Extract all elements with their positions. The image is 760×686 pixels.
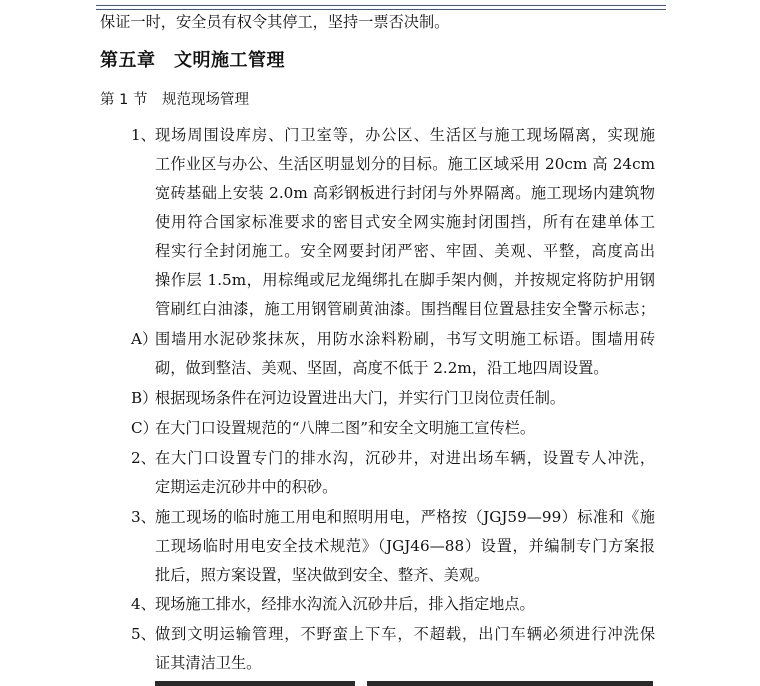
- item-line: 管刷红白油漆，施工用钢管刷黄油漆。围挡醒目位置悬挂安全警示标志；: [155, 300, 655, 318]
- list-marker-b: B）: [131, 389, 158, 407]
- item-line: 操作层 1.5m，用棕绳或尼龙绳绑扎在脚手架内侧，并按规定将防护用钢: [155, 271, 655, 289]
- item-line: 砌，做到整洁、美观、坚固，高度不低于 2.2m，沿工地四周设置。: [155, 359, 609, 377]
- list-marker-2: 2、: [131, 449, 156, 467]
- header-rule: [96, 5, 666, 10]
- list-item-b: 根据现场条件在河边设置进出大门，并实行门卫岗位责任制。: [155, 389, 566, 407]
- paragraph-line: 保证一时，安全员有权令其停工，坚持一票否决制。: [100, 13, 450, 31]
- list-marker-1: 1、: [131, 126, 156, 144]
- item-line: 证其清洁卫生。: [155, 654, 262, 672]
- item-line: 程实行全封闭施工。安全网要封闭严密、牢固、美观、平整，高度高出: [155, 242, 655, 260]
- item-line: 围墙用水泥砂浆抹灰，用防水涂料粉刷，书写文明施工标语。围墙用砖: [155, 330, 655, 348]
- list-marker-a: A）: [131, 330, 158, 348]
- item-line: 工现场临时用电安全技术规范》（JGJ46—88）设置，并编制专门方案报: [155, 537, 655, 555]
- list-item-c: 在大门口设置规范的“八牌二图”和安全文明施工宣传栏。: [155, 419, 536, 437]
- list-marker-5: 5、: [131, 625, 156, 643]
- list-marker-4: 4、: [131, 595, 156, 613]
- item-line: 工作业区与办公、生活区明显划分的目标。施工区域采用 20cm 高 24cm: [155, 155, 655, 173]
- item-line: 定期运走沉砂井中的积砂。: [155, 478, 338, 496]
- item-line: 使用符合国家标准要求的密目式安全网实施封闭围挡，所有在建单体工: [155, 213, 655, 231]
- item-line: 宽砖基础上安装 2.0m 高彩钢板进行封闭与外界隔离。施工现场内建筑物: [155, 184, 655, 202]
- item-line: 在大门口设置专门的排水沟，沉砂井，对进出场车辆，设置专人冲洗，: [155, 449, 655, 467]
- item-line: 做到文明运输管理，不野蛮上下车，不超载，出门车辆必须进行冲洗保: [155, 625, 655, 643]
- list-item-4: 现场施工排水，经排水沟流入沉砂井后，排入指定地点。: [155, 595, 535, 613]
- list-marker-c: C）: [131, 419, 158, 437]
- cut-off-text-bottom: [155, 681, 655, 686]
- section-title: 第 1 节 规范现场管理: [100, 92, 249, 108]
- list-marker-3: 3、: [131, 508, 156, 526]
- item-line: 批后，照方案设置，坚决做到安全、整齐、美观。: [155, 566, 490, 584]
- chapter-title: 第五章 文明施工管理: [100, 50, 285, 71]
- item-line: 施工现场的临时施工用电和照明用电，严格按（JGJ59—99）标准和《施: [155, 508, 655, 526]
- item-line: 现场周围设库房、门卫室等，办公区、生活区与施工现场隔离，实现施: [155, 126, 655, 144]
